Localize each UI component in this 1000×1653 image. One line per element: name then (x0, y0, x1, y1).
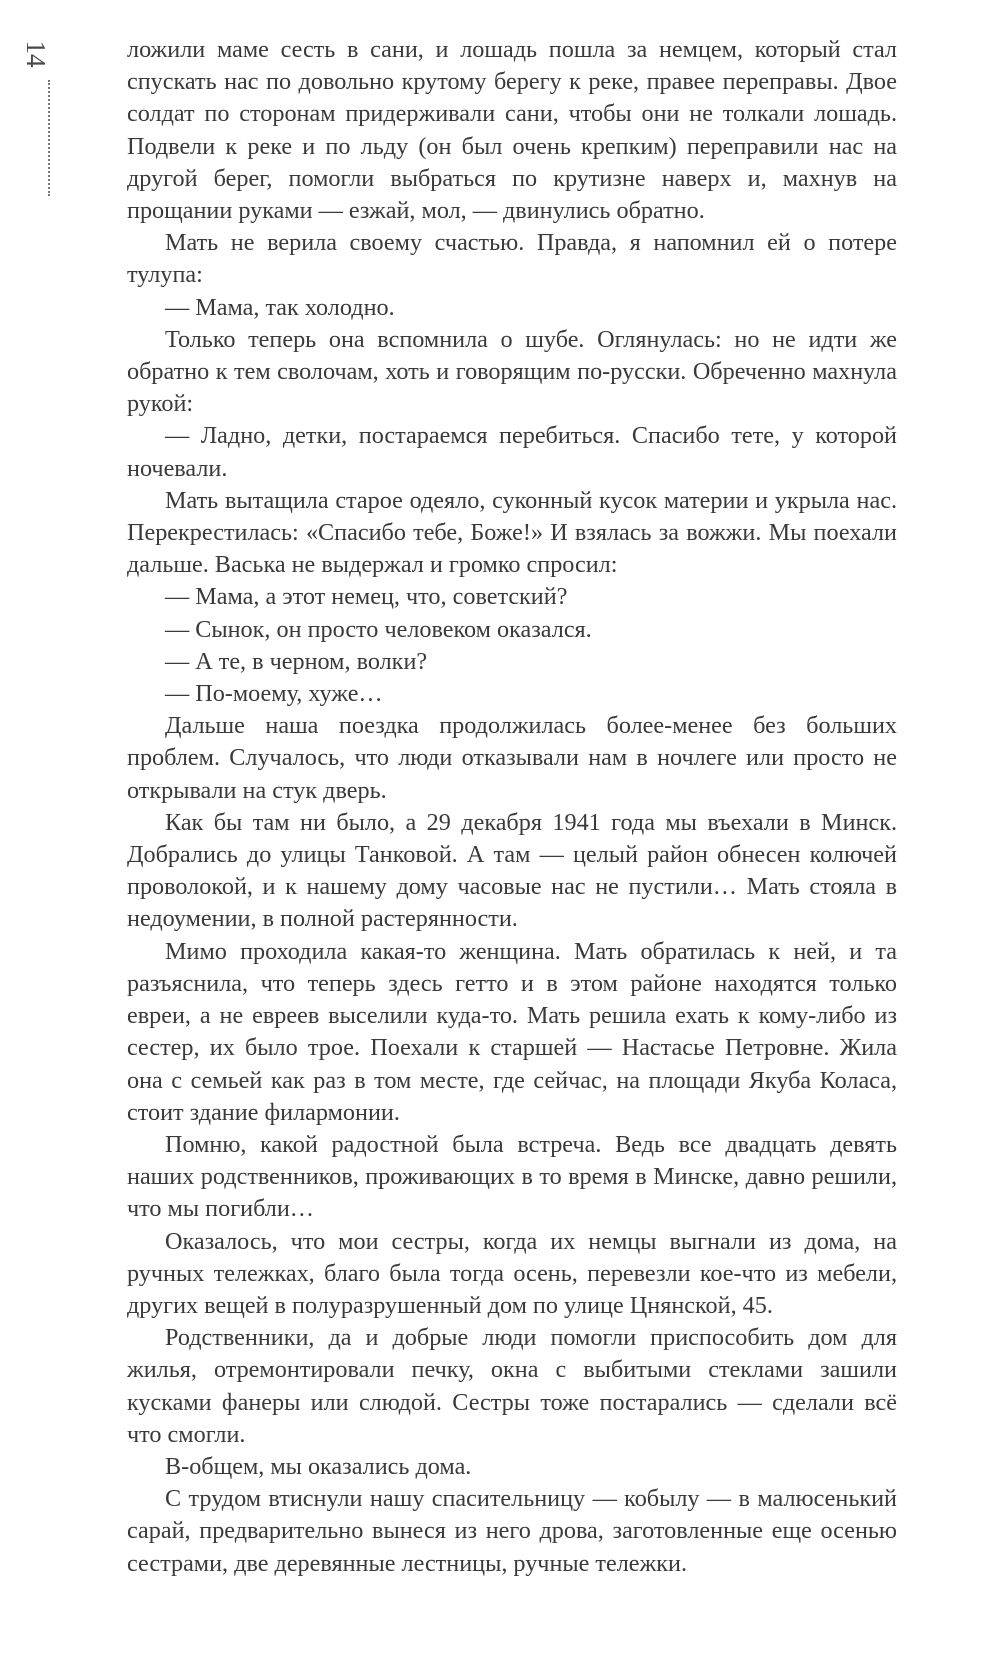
dialogue-line: — По-моему, хуже… (165, 680, 383, 708)
dialogue-line: — Мама, а этот немец, что, советский? (165, 583, 568, 611)
margin-dotted-rule (48, 80, 50, 196)
page-number: 14 (21, 40, 52, 68)
paragraph: Родственники, да и добрые люди помогли приспособить дом для жилья, отремонтировали печку, окна с выбитыми стеклами зашили кусками фанеры или слюдой. Сестры тоже постарались — сделали всё что смогли. (127, 1324, 897, 1448)
dialogue-line: — А те, в черном, волки? (165, 647, 428, 675)
paragraph: ложили маме сесть в сани, и лошадь пошла за немцем, который стал спускать нас по довольно крутому берегу к реке, правее переправы. Двое солдат по сторонам придерживали сани, чтобы они не толкали лошадь. Подвели к реке и по льду (он был очень крепким) переправили нас на другой берег, помогли выбраться по крутизне наверх и, махнув на прощании руками — езжай, мол, — двинулись обратно. (127, 36, 897, 225)
paragraph: Только теперь она вспомнила о шубе. Оглянулась: но не идти же обратно к тем сволочам, хоть и говорящим по-русски. Обреченно махнула рукой: (127, 325, 897, 418)
paragraph: В-общем, мы оказались дома. (165, 1452, 472, 1480)
dialogue-line: — Мама, так холодно. (165, 293, 395, 321)
paragraph: Мимо проходила какая-то женщина. Мать обратилась к ней, и та разъяснила, что теперь здесь гетто и в этом районе находятся только евреи, а не евреев выселили куда-то. Мать решила ехать к кому-либо из сестер, их было трое. Поехали к старшей — Настасье Петровне. Жила она с семьей как раз в том месте, где сейчас, на площади Якуба Коласа, стоит здание филармонии. (127, 937, 897, 1126)
paragraph: Как бы там ни было, а 29 декабря 1941 года мы въехали в Минск. Добрались до улицы Танковой. А там — целый район обнесен колючей проволокой, и к нашему дому часовые нас не пустили… Мать стояла в недоумении, в полной растерянности. (127, 808, 897, 933)
paragraph: Мать вытащила старое одеяло, суконный кусок материи и укрыла нас. Перекрестилась: «Спасибо тебе, Боже!» И взялась за вожжи. Мы поехали дальше. Васька не выдержал и громко спросил: (127, 486, 897, 579)
dialogue-line: — Ладно, детки, постараемся перебиться. Спасибо тете, у которой ночевали. (127, 422, 897, 482)
paragraph: Мать не верила своему счастью. Правда, я напомнил ей о потере тулупа: (127, 229, 897, 289)
paragraph: Дальше наша поездка продолжилась более-менее без больших проблем. Случалось, что люди отказывали нам в ночлеге или просто не открывали на стук дверь. (127, 712, 897, 804)
paragraph: Оказалось, что мои сестры, когда их немцы выгнали из дома, на ручных тележках, благо была тогда осень, перевезли кое-что из мебели, других вещей в полуразрушенный дом по улице Цнянской, 45. (127, 1227, 897, 1319)
dialogue-line: — Сынок, он просто человеком оказался. (165, 615, 592, 643)
paragraph: С трудом втиснули нашу спасительницу — кобылу — в малюсенький сарай, предварительно вынеся из него дрова, заготовленные еще осенью сестрами, две деревянные лестницы, ручные тележки. (127, 1485, 897, 1577)
body-text (127, 34, 897, 1580)
paragraph: Помню, какой радостной была встреча. Ведь все двадцать девять наших родственников, проживающих в то время в Минске, давно решили, что мы погибли… (127, 1130, 897, 1223)
